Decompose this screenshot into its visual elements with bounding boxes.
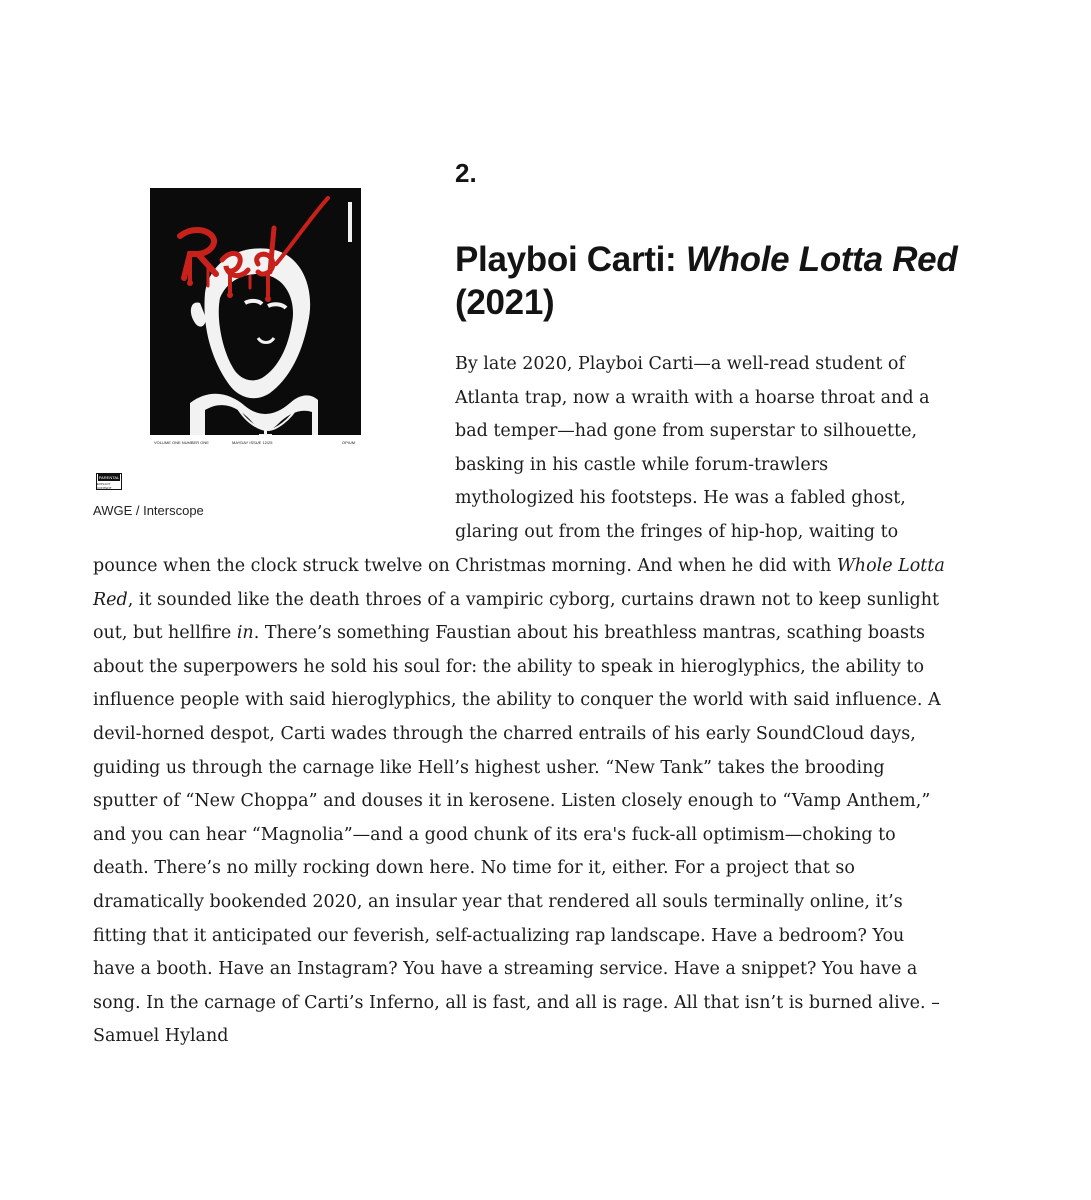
headline-year: (2021) <box>455 283 555 322</box>
cover-strip-left: VOLUME ONE NUMBER ONE <box>154 440 209 445</box>
album-cover-art <box>150 188 361 449</box>
body-line: pounce when the clock struck twelve on Christmas morning. And when he did with Whole Lotta <box>93 556 945 576</box>
album-cover-footer-strip <box>150 435 361 449</box>
emphasis-in: in <box>236 623 254 644</box>
album-title-inline: Red <box>93 589 128 610</box>
body-line: devil-horned despot, Carti wades through the charred entrails of his early SoundCloud days, <box>93 723 916 744</box>
headline-artist: Playboi Carti: <box>455 240 686 279</box>
album-cover-image <box>150 188 361 449</box>
body-line: have a booth. Have an Instagram? You have a streaming service. Have a snippet? You have a <box>93 959 918 980</box>
cover-strip-right: OPIUM <box>342 440 356 445</box>
body-line: bad temper—had gone from superstar to silhouette, <box>455 421 918 442</box>
image-caption: AWGE / Interscope <box>93 503 204 518</box>
body-line: mythologized his footsteps. He was a fabled ghost, <box>455 488 906 509</box>
body-line: song. In the carnage of Carti’s Inferno, all is fast, and all is rage. All that isn’t is burned alive. – <box>93 992 940 1013</box>
body-line: dramatically bookended 2020, an insular year that rendered all souls terminally online, it’s <box>93 891 903 912</box>
review-body-narrow <box>455 348 930 550</box>
body-line: basking in his castle while forum-trawlers <box>455 454 829 475</box>
body-line: By late 2020, Playboi Carti—a well-read student of <box>455 354 905 374</box>
body-line: glaring out from the fringes of hip-hop, waiting to <box>455 521 899 542</box>
body-line: Red, it sounded like the death throes of a vampiric cyborg, curtains drawn not to keep sunlight <box>93 589 940 610</box>
review-body-wide <box>93 550 945 1054</box>
body-line: and you can hear “Magnolia”—and a good chunk of its era's fuck-all optimism—choking to <box>93 824 896 845</box>
list-rank: 2. <box>455 158 477 188</box>
headline-album-title: Whole Lotta Red <box>685 240 958 279</box>
body-line: sputter of “New Choppa” and douses it in kerosene. Listen closely enough to “Vamp Anthem,” <box>93 791 931 812</box>
body-line: out, but hellfire in. There’s something Faustian about his breathless mantras, scathing boasts <box>93 623 926 644</box>
cover-strip-center: MAYDAY ISSUE 12/25 <box>232 440 273 445</box>
review-headline <box>455 238 975 324</box>
author-byline: Samuel Hyland <box>93 1026 229 1047</box>
album-title-inline: Whole Lotta <box>836 556 945 576</box>
body-line: fitting that it anticipated our feverish, self-actualizing rap landscape. Have a bedroom? You <box>93 925 905 946</box>
body-line: death. There’s no milly rocking down here. No time for it, either. For a project that so <box>93 858 855 879</box>
body-line: influence people with said hieroglyphics, the ability to conquer the world with said influence. A <box>93 690 941 711</box>
body-line: Atlanta trap, now a wraith with a hoarse throat and a <box>455 387 930 408</box>
body-line: about the superpowers he sold his soul for: the ability to speak in hieroglyphics, the ability to <box>93 656 925 677</box>
body-line: guiding us through the carnage like Hell’s highest usher. “New Tank” takes the brooding <box>93 757 885 778</box>
parental-advisory-badge: PARENTAL EXPLICIT CONTENT <box>96 473 122 490</box>
